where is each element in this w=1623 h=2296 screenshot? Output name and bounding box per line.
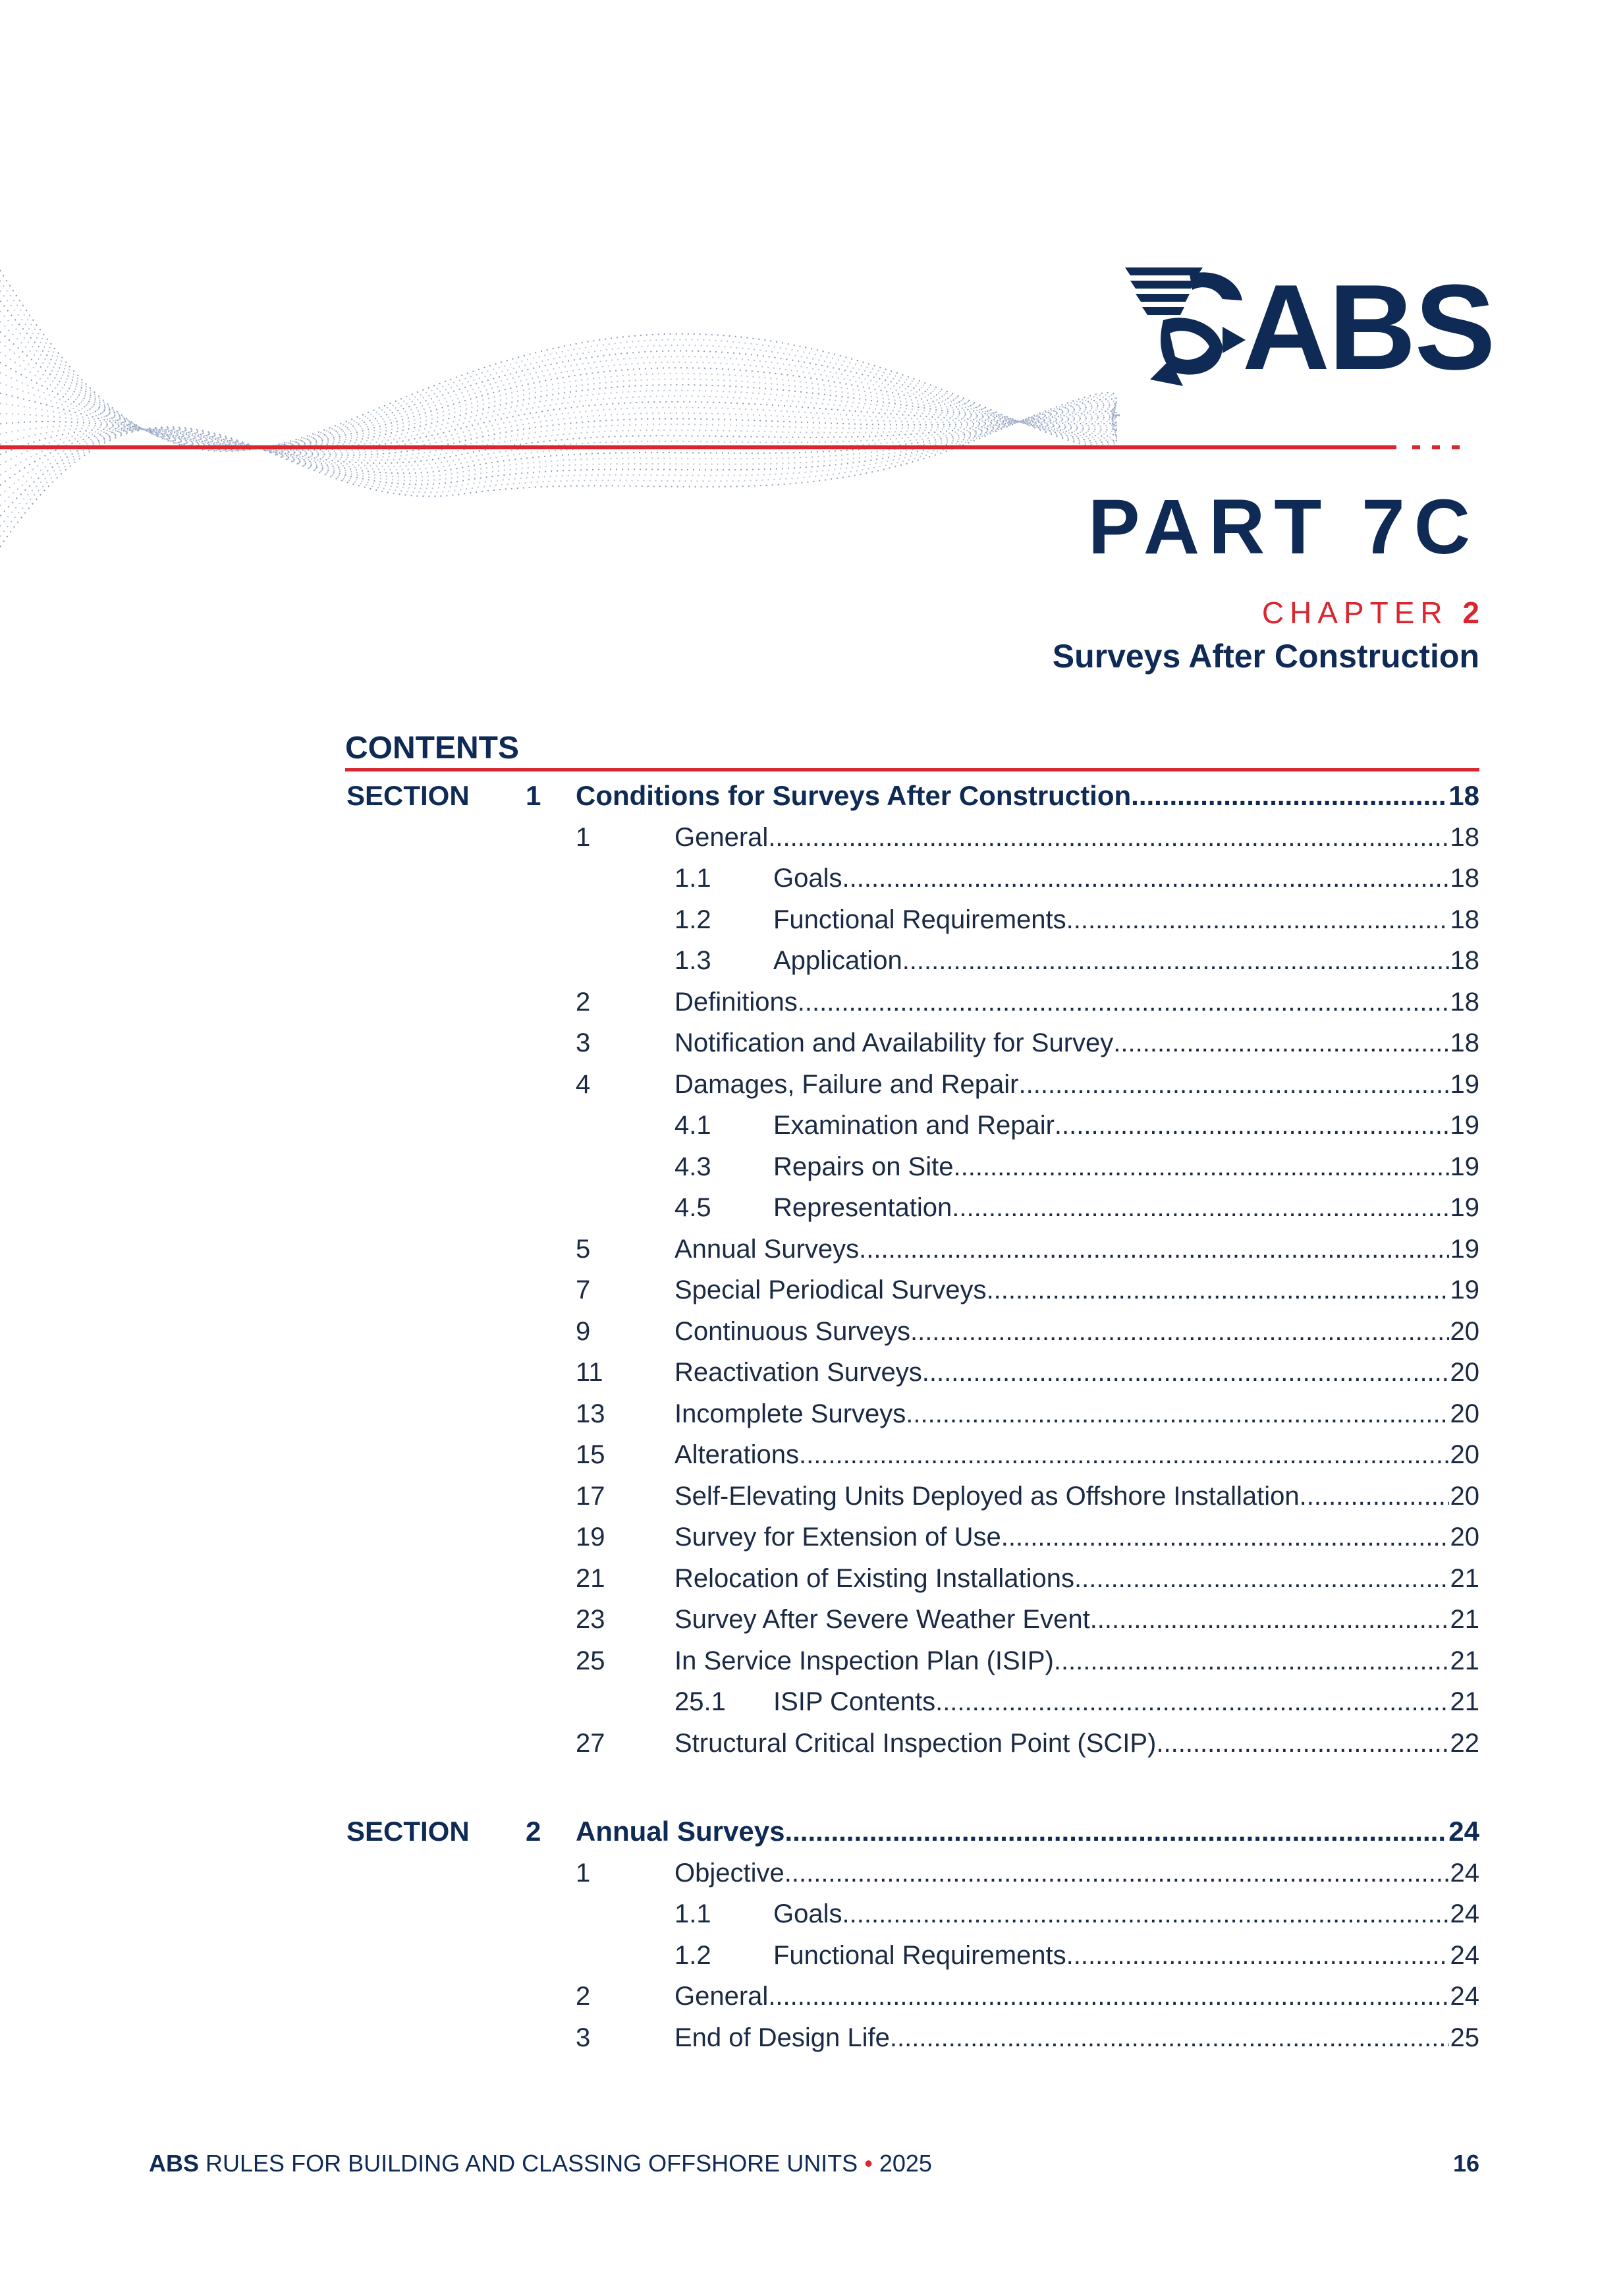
chapter-title: Surveys After Construction (1052, 638, 1479, 675)
toc-entry-number: 3 (576, 1028, 591, 1057)
toc-leader-dots (1018, 1066, 1448, 1103)
toc-entry-title: Continuous Surveys (674, 1316, 910, 1346)
toc-entry-number: 25.1 (674, 1687, 726, 1716)
toc-section-page: 18 (1448, 780, 1479, 811)
page-footer (149, 2149, 932, 2178)
toc-leader-dots (935, 1683, 1448, 1720)
toc-entry-page: 21 (1450, 1605, 1479, 1634)
toc-entry-title: Reactivation Surveys (674, 1358, 922, 1387)
toc-entry-row[interactable] (0, 1937, 1623, 1974)
toc-entry-page: 20 (1450, 1358, 1479, 1387)
toc-entry-title: Incomplete Surveys (674, 1399, 906, 1428)
toc-entry-page: 24 (1450, 1899, 1479, 1928)
toc-entry-row[interactable] (0, 1683, 1623, 1720)
toc-entry-title: Damages, Failure and Repair (674, 1069, 1019, 1099)
toc-leader-dots (1066, 901, 1449, 938)
toc-leader-dots (842, 860, 1449, 897)
toc-leader-dots (784, 1855, 1449, 1891)
toc-entry-title: Relocation of Existing Installations (674, 1563, 1074, 1593)
toc-entry-row[interactable] (0, 1272, 1623, 1308)
toc-entry-title: Survey for Extension of Use (674, 1523, 1001, 1552)
toc-entry-row[interactable] (0, 1978, 1623, 2015)
toc-entry-page: 20 (1450, 1523, 1479, 1552)
toc-entry-number: 13 (576, 1399, 605, 1428)
toc-entry-title: Definitions (674, 987, 798, 1017)
abs-logo (1124, 259, 1495, 395)
toc-leader-dots (902, 942, 1449, 979)
toc-entry-page: 19 (1450, 1275, 1479, 1304)
toc-leader-dots (1090, 1601, 1449, 1638)
toc-leader-dots (1054, 1642, 1449, 1679)
toc-entry-number: 4.5 (674, 1193, 711, 1222)
wave-line (0, 411, 1120, 463)
toc-entry-page: 20 (1450, 1316, 1479, 1346)
footer-title: RULES FOR BUILDING AND CLASSING OFFSHORE UNITS (206, 2150, 858, 2177)
toc-leader-dots (1300, 1478, 1449, 1515)
toc-entry-row[interactable] (0, 1519, 1623, 1555)
toc-entry-row[interactable] (0, 1395, 1623, 1432)
chapter-label: CHAPTER (1261, 596, 1448, 630)
toc-entry-number: 1.2 (674, 905, 711, 934)
toc-entry-page: 18 (1450, 905, 1479, 934)
toc-entry-row[interactable] (0, 860, 1623, 897)
toc-section-row[interactable] (0, 1813, 1623, 1850)
toc-entry-page: 20 (1450, 1399, 1479, 1428)
toc-entry-row[interactable] (0, 1560, 1623, 1597)
toc-leader-dots (987, 1272, 1449, 1308)
toc-leader-dots (922, 1354, 1449, 1391)
wave-line (0, 281, 1120, 451)
toc-entry-number: 3 (576, 2023, 591, 2052)
toc-entry-number: 7 (576, 1275, 591, 1304)
toc-entry-number: 1 (576, 1858, 591, 1888)
toc-section-title: Annual Surveys (576, 1816, 785, 1847)
toc-entry-title: ISIP Contents (773, 1687, 936, 1716)
header-red-dash (1432, 445, 1440, 449)
toc-entry-title: Self-Elevating Units Deployed as Offshore Installation (674, 1481, 1300, 1511)
toc-entry-row[interactable] (0, 1024, 1623, 1061)
toc-leader-dots (1113, 1024, 1448, 1061)
toc-entry-number: 21 (576, 1563, 605, 1593)
toc-entry-number: 15 (576, 1440, 605, 1469)
toc-entry-title: Objective (674, 1858, 784, 1888)
toc-leader-dots (1156, 1725, 1448, 1762)
toc-entry-number: 5 (576, 1234, 591, 1264)
toc-entry-number: 23 (576, 1605, 605, 1634)
toc-entry-title: Annual Surveys (674, 1234, 860, 1264)
toc-entry-page: 19 (1450, 1193, 1479, 1222)
toc-leader-dots (1001, 1519, 1449, 1555)
toc-entry-row[interactable] (0, 1189, 1623, 1226)
toc-leader-dots (799, 1436, 1449, 1473)
toc-entry-row[interactable] (0, 1107, 1623, 1144)
toc-entry-number: 17 (576, 1481, 605, 1511)
toc-entry-row[interactable] (0, 1895, 1623, 1932)
toc-leader-dots (952, 1189, 1448, 1226)
toc-entry-page: 22 (1450, 1728, 1479, 1758)
toc-entry-title: Notification and Availability for Survey (674, 1028, 1114, 1057)
toc-entry-page: 20 (1450, 1481, 1479, 1511)
toc-leader-dots (784, 1813, 1447, 1850)
footer-year: 2025 (879, 2150, 932, 2177)
toc-entry-title: Repairs on Site (773, 1152, 954, 1181)
toc-entry-number: 25 (576, 1646, 605, 1675)
toc-entry-title: Structural Critical Inspection Point (SCIP) (674, 1728, 1157, 1758)
toc-entry-title: Special Periodical Surveys (674, 1275, 987, 1304)
part-title: PART 7C (1087, 484, 1479, 571)
toc-entry-page: 24 (1450, 1982, 1479, 2011)
toc-entry-number: 4.1 (674, 1111, 711, 1140)
eagle-emblem-icon (1124, 261, 1249, 393)
toc-entry-number: 1.1 (674, 1899, 711, 1928)
toc-entry-row[interactable] (0, 1354, 1623, 1391)
toc-section-label: SECTION (346, 780, 470, 811)
toc-entry-row[interactable] (0, 2019, 1623, 2056)
toc-entry-row[interactable] (0, 1436, 1623, 1473)
toc-entry-number: 1.1 (674, 864, 711, 893)
toc-leader-dots (1131, 777, 1447, 814)
toc-entry-row[interactable] (0, 1066, 1623, 1103)
wave-line (0, 291, 1120, 450)
toc-leader-dots (1066, 1937, 1449, 1974)
toc-entry-row[interactable] (0, 1855, 1623, 1891)
toc-leader-dots (768, 819, 1448, 856)
wave-line (0, 322, 1120, 449)
wave-line (0, 352, 1120, 448)
toc-entry-page: 21 (1450, 1687, 1479, 1716)
toc-entry-title: Alterations (674, 1440, 799, 1469)
toc-entry-page: 19 (1450, 1152, 1479, 1181)
toc-entry-title: Representation (773, 1193, 952, 1222)
toc-leader-dots (910, 1313, 1449, 1350)
wave-line (0, 362, 1120, 449)
toc-entry-row[interactable] (0, 1601, 1623, 1638)
toc-entry-number: 4.3 (674, 1152, 711, 1181)
wave-line (0, 373, 1120, 449)
toc-entry-number: 4 (576, 1069, 591, 1099)
toc-entry-row[interactable] (0, 1725, 1623, 1762)
page-number: 16 (1452, 2150, 1479, 2177)
toc-section-title: Conditions for Surveys After Construction (576, 780, 1132, 811)
toc-entry-number: 2 (576, 1982, 591, 2011)
toc-entry-page: 19 (1450, 1234, 1479, 1264)
toc-leader-dots (1055, 1107, 1449, 1144)
toc-entry-title: General (674, 1982, 769, 2011)
toc-entry-page: 21 (1450, 1646, 1479, 1675)
toc-entry-page: 18 (1450, 864, 1479, 893)
toc-entry-row[interactable] (0, 1313, 1623, 1350)
toc-entry-title: In Service Inspection Plan (ISIP) (674, 1646, 1054, 1675)
toc-entry-page: 24 (1450, 1940, 1479, 1970)
toc-entry-number: 27 (576, 1728, 605, 1758)
chapter-label-line (1262, 594, 1479, 631)
contents-red-rule (345, 768, 1479, 771)
toc-entry-title: Goals (773, 864, 842, 893)
header-red-dash (1412, 445, 1420, 449)
toc-entry-row[interactable] (0, 1231, 1623, 1268)
toc-entry-number: 1 (576, 822, 591, 852)
toc-entry-row[interactable] (0, 942, 1623, 979)
header-red-dash (1452, 445, 1460, 449)
wave-line (0, 409, 1120, 466)
toc-leader-dots (798, 984, 1449, 1021)
toc-entry-page: 18 (1450, 822, 1479, 852)
toc-entry-page: 24 (1450, 1858, 1479, 1888)
toc-section-page: 24 (1448, 1816, 1479, 1847)
toc-section-number: 1 (526, 780, 541, 811)
wave-line (0, 270, 1120, 451)
toc-entry-page: 25 (1450, 2023, 1479, 2052)
wave-line (0, 331, 1120, 449)
toc-entry-number: 1.3 (674, 946, 711, 975)
toc-entry-page: 19 (1450, 1069, 1479, 1099)
toc-entry-title: Application (773, 946, 902, 975)
toc-entry-page: 21 (1450, 1563, 1479, 1593)
footer-bullet: • (864, 2150, 873, 2177)
decorative-wave-graphic (0, 244, 1120, 613)
header-red-rule (0, 445, 1396, 449)
toc-entry-page: 18 (1450, 946, 1479, 975)
toc-entry-title: Goals (773, 1899, 842, 1928)
toc-entry-row[interactable] (0, 1642, 1623, 1679)
chapter-number: 2 (1462, 596, 1479, 630)
toc-entry-number: 9 (576, 1316, 591, 1346)
toc-entry-title: Functional Requirements (773, 905, 1066, 934)
toc-leader-dots (768, 1978, 1448, 2015)
toc-entry-number: 19 (576, 1523, 605, 1552)
toc-entry-row[interactable] (0, 819, 1623, 856)
toc-entry-title: General (674, 822, 769, 852)
toc-leader-dots (1074, 1560, 1449, 1597)
toc-section-label: SECTION (346, 1816, 470, 1847)
toc-entry-number: 1.2 (674, 1940, 711, 1970)
toc-entry-page: 18 (1450, 987, 1479, 1017)
toc-section-row[interactable] (0, 777, 1623, 814)
toc-leader-dots (842, 1895, 1449, 1932)
toc-entry-page: 20 (1450, 1440, 1479, 1469)
toc-entry-row[interactable] (0, 984, 1623, 1021)
toc-entry-number: 2 (576, 987, 591, 1017)
toc-section-number: 2 (526, 1816, 541, 1847)
toc-entry-row[interactable] (0, 1148, 1623, 1185)
toc-entry-title: Functional Requirements (773, 1940, 1066, 1970)
toc-entry-title: Examination and Repair (773, 1111, 1055, 1140)
toc-entry-number: 11 (576, 1358, 603, 1387)
toc-leader-dots (953, 1148, 1448, 1185)
footer-brand: ABS (149, 2150, 200, 2177)
toc-entry-row[interactable] (0, 1478, 1623, 1515)
abs-logo-text: ABS (1242, 259, 1495, 395)
contents-heading: CONTENTS (345, 731, 519, 766)
toc-entry-title: End of Design Life (674, 2023, 890, 2052)
toc-entry-title: Survey After Severe Weather Event (674, 1605, 1090, 1634)
toc-entry-row[interactable] (0, 901, 1623, 938)
toc-entry-page: 18 (1450, 1028, 1479, 1057)
toc-leader-dots (890, 2019, 1449, 2056)
toc-leader-dots (859, 1231, 1448, 1268)
toc-entry-page: 19 (1450, 1111, 1479, 1140)
toc-leader-dots (906, 1395, 1448, 1432)
